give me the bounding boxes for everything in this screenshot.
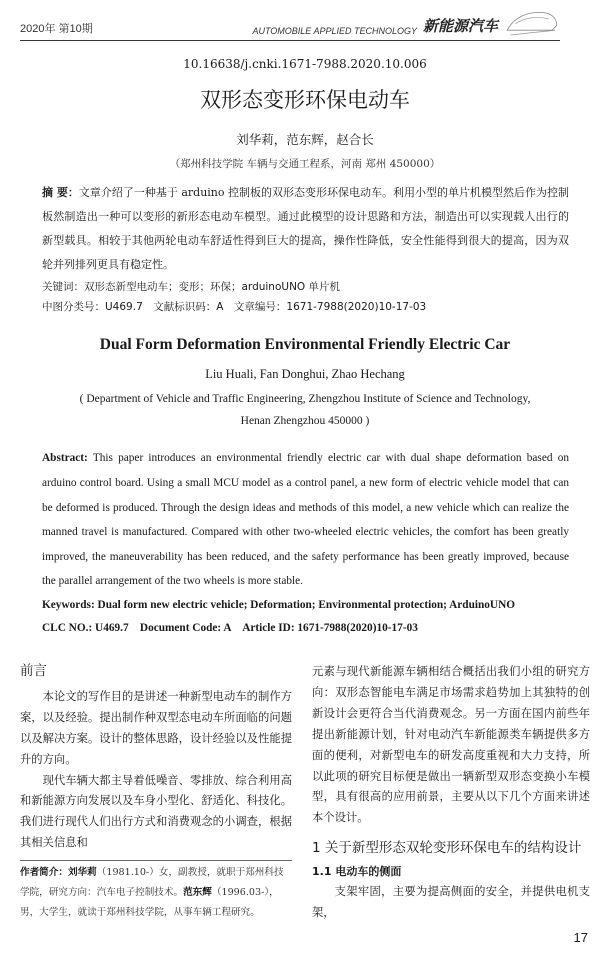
right-column xyxy=(312,662,590,924)
affiliation-en-line2: Henan Zhengzhou 450000 ) xyxy=(240,415,370,428)
paragraph: 支架牢固，主要为提高侧面的安全，并提供电机支架， xyxy=(312,885,590,920)
abstract-cn-label: 摘 要： xyxy=(42,186,79,200)
journal-name-en: AUTOMOBILE APPLIED TECHNOLOGY xyxy=(252,26,417,36)
paragraph: 元素与现代新能源车辆相结合概括出我们小组的研究方向：双形态智能电车满足市场需求趋势加上其独特的创新设计会更符合当代消费观念。另一方面在国内前些年提出新能源计划，针对电动汽车新能源类车辆提供多方面的便利，对新型电车的研发高度重视和大力支持，所以此项的研究目标便是做出一辆新型双形态变换小车模型，具有很高的应用前景，主要从以下几个方面来讲述本个设计。 xyxy=(312,665,590,825)
page-number: 17 xyxy=(573,929,588,945)
footnote-label: 作者简介： xyxy=(20,867,68,879)
affiliation-en xyxy=(20,388,590,432)
paragraph: 本论文的写作目的是讲述一种新型电动车的制作方案，以及经验。提出制作种双型态电动车所面临的问题以及解决方案。设计的整体思路，设计经验以及性能提升的方向。 xyxy=(20,689,292,766)
footnote-text-2: （1996.03-），男，大学生，就读于郑州科技学院，从事车辆工程研究。 xyxy=(20,887,279,919)
title-en: Dual Form Deformation Environmental Friendly Electric Car xyxy=(99,336,511,354)
section-heading-1: 1 关于新型形态双轮变形环保电车的结构设计 xyxy=(312,840,582,857)
car-logo-icon xyxy=(504,6,560,40)
journal-masthead xyxy=(252,6,560,36)
journal-logo: 新能源汽车 xyxy=(422,17,498,35)
paragraph: 现代车辆大都主导着低噪音、零排放、综合利用高和新能源方向发展以及车身小型化、舒适化、科技化。我们进行现代人们出行方式和消费观念的小调查，根据其相关信息和 xyxy=(20,773,292,850)
affiliation-en-line1: ( Department of Vehicle and Traffic Engineering, Zhengzhou Institute of Science and Technology, xyxy=(79,393,531,406)
subsection-heading-1-1: 1.1 电动车的侧面 xyxy=(312,865,402,879)
keywords-en: Keywords: Dual form new electric vehicle; Deformation; Environmental protection; ArduinoUNO xyxy=(42,599,516,611)
footnote-author-1: 刘华莉 xyxy=(67,867,97,879)
affiliation-cn: （郑州科技学院 车辆与交通工程系，河南 郑州 450000） xyxy=(169,158,441,171)
abstract-en-text: This paper introduces an environmental friendly electric car with dual shape deformation based on arduino control board. Using a small MCU model as a control panel, a new form of electric vehicle model that can be deformed is produced. Through the design ideas and methods of this model, a new vehicle which can realize the manned travel is manufactured. Compared with other two-wheeled electric vehicles, the comfort has been greatly improved, the maneuverability has been reduced, and the safety performance has been greatly improved, because the parallel arrangement of the two wheels is more stable. xyxy=(42,452,569,588)
author-footnote xyxy=(20,860,292,923)
classification-cn: 中图分类号：U469.7 文献标识码：A 文章编号：1671-7988(2020)10-17-03 xyxy=(42,301,427,314)
authors-en: Liu Huali, Fan Donghui, Zhao Hechang xyxy=(205,367,405,382)
authors-cn: 刘华莉，范东辉，赵合长 xyxy=(236,132,374,148)
classification-en: CLC NO.: U469.7 Document Code: A Article ID: 1671-7988(2020)10-17-03 xyxy=(42,622,418,634)
doi: 10.16638/j.cnki.1671-7988.2020.10.006 xyxy=(183,57,427,71)
page-title: 双形态变形环保电动车 xyxy=(200,88,410,112)
footnote-text-1: （1981.10-）女，副教授，就职于郑州科技学院，研究方向：汽车电子控制技术。 xyxy=(20,867,284,899)
left-column xyxy=(20,662,292,923)
abstract-en-label: Abstract: xyxy=(42,452,88,465)
footnote-author-2: 范东辉 xyxy=(183,887,212,899)
section-heading-preface: 前言 xyxy=(20,663,47,679)
body-columns xyxy=(20,662,590,924)
keywords-cn: 关键词：双形态新型电动车；变形；环保；arduinoUNO 单片机 xyxy=(42,281,341,294)
abstract-en xyxy=(42,446,569,594)
abstract-cn xyxy=(42,181,569,277)
issue-label: 2020年 第10期 xyxy=(20,23,93,35)
page-header xyxy=(20,6,560,41)
abstract-cn-text: 文章介绍了一种基于 arduino 控制板的双形态变形环保电动车。利用小型的单片机模型然后作为控制板然制造出一种可以变形的新形态电动车模型。通过此模型的设计思路和方法，制造出可以实现载人出行的新型载具。相较于其他两轮电动车舒适性得到巨大的提高，操作性降低，安全性能得到很大的提高，因为双轮并列排列更具有稳定性。 xyxy=(42,186,570,272)
